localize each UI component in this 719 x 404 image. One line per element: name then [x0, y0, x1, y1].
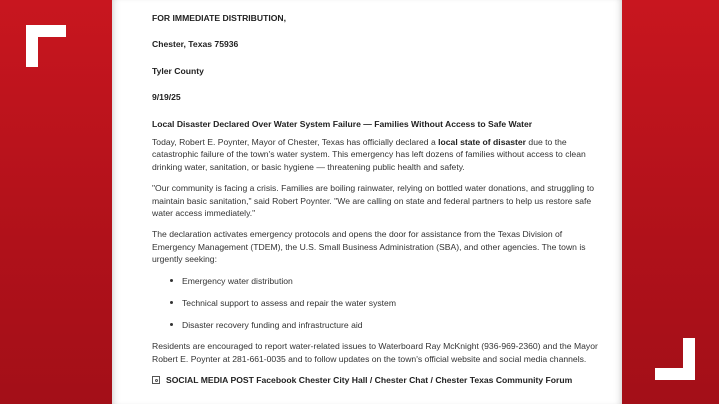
list-item: Emergency water distribution [182, 275, 602, 287]
headline: Local Disaster Declared Over Water System Failure — Families Without Access to Safe Water [152, 118, 533, 129]
location-line: Chester, Texas 75936 [152, 39, 239, 50]
paragraph-contacts: Residents are encouraged to report water-related issues to Waterboard Ray McKnight (936-969-2360) and the Mayor Robert E. Poynter at 281-661-0035 and to follow updates on the town's official website and social media channels. [152, 341, 598, 364]
list-item: Disaster recovery funding and infrastructure aid [182, 319, 602, 331]
distribution-line: FOR IMMEDIATE DISTRIBUTION, [152, 13, 286, 23]
image-placeholder-icon [152, 376, 160, 384]
press-release-document [112, 0, 622, 404]
document-content [152, 12, 602, 387]
paragraph-declaration-part2: due to the catastrophic failure of the town's water system. This emergency has left dozens of families without access to clean drinking water, sanitation, or basic hygiene — threatening public health and safety. [152, 137, 586, 172]
paragraph-declaration-part1: Today, Robert E. Poynter, Mayor of Chester, Texas has officially declared a [152, 137, 439, 148]
paragraph-protocols: The declaration activates emergency protocols and opens the door for assistance from the Texas Division of Emergency Management (TDEM), the U.S. Small Business Administration (SBA), and other agencies. The town is urgently seeking: [152, 229, 586, 265]
social-media-line [152, 374, 602, 386]
list-item: Technical support to assess and repair the water system [182, 297, 602, 309]
corner-bracket-bottom-right-icon [655, 338, 695, 380]
paragraph-quote: "Our community is facing a crisis. Families are boiling rainwater, relying on bottled water donations, and struggling to maintain basic sanitation," said Robert Poynter. "We are calling on state and federal partners to help us restore safe water access immediately." [152, 183, 595, 219]
paragraph-declaration-emphasis: local state of disaster [438, 137, 527, 148]
corner-bracket-top-left-icon [26, 25, 66, 67]
paragraph-declaration [152, 136, 602, 173]
social-media-text: SOCIAL MEDIA POST Facebook Chester City Hall / Chester Chat / Chester Texas Community Forum [166, 375, 573, 386]
needs-list [152, 275, 602, 331]
county-line: Tyler County [152, 65, 204, 76]
date-line: 9/19/25 [152, 92, 181, 103]
